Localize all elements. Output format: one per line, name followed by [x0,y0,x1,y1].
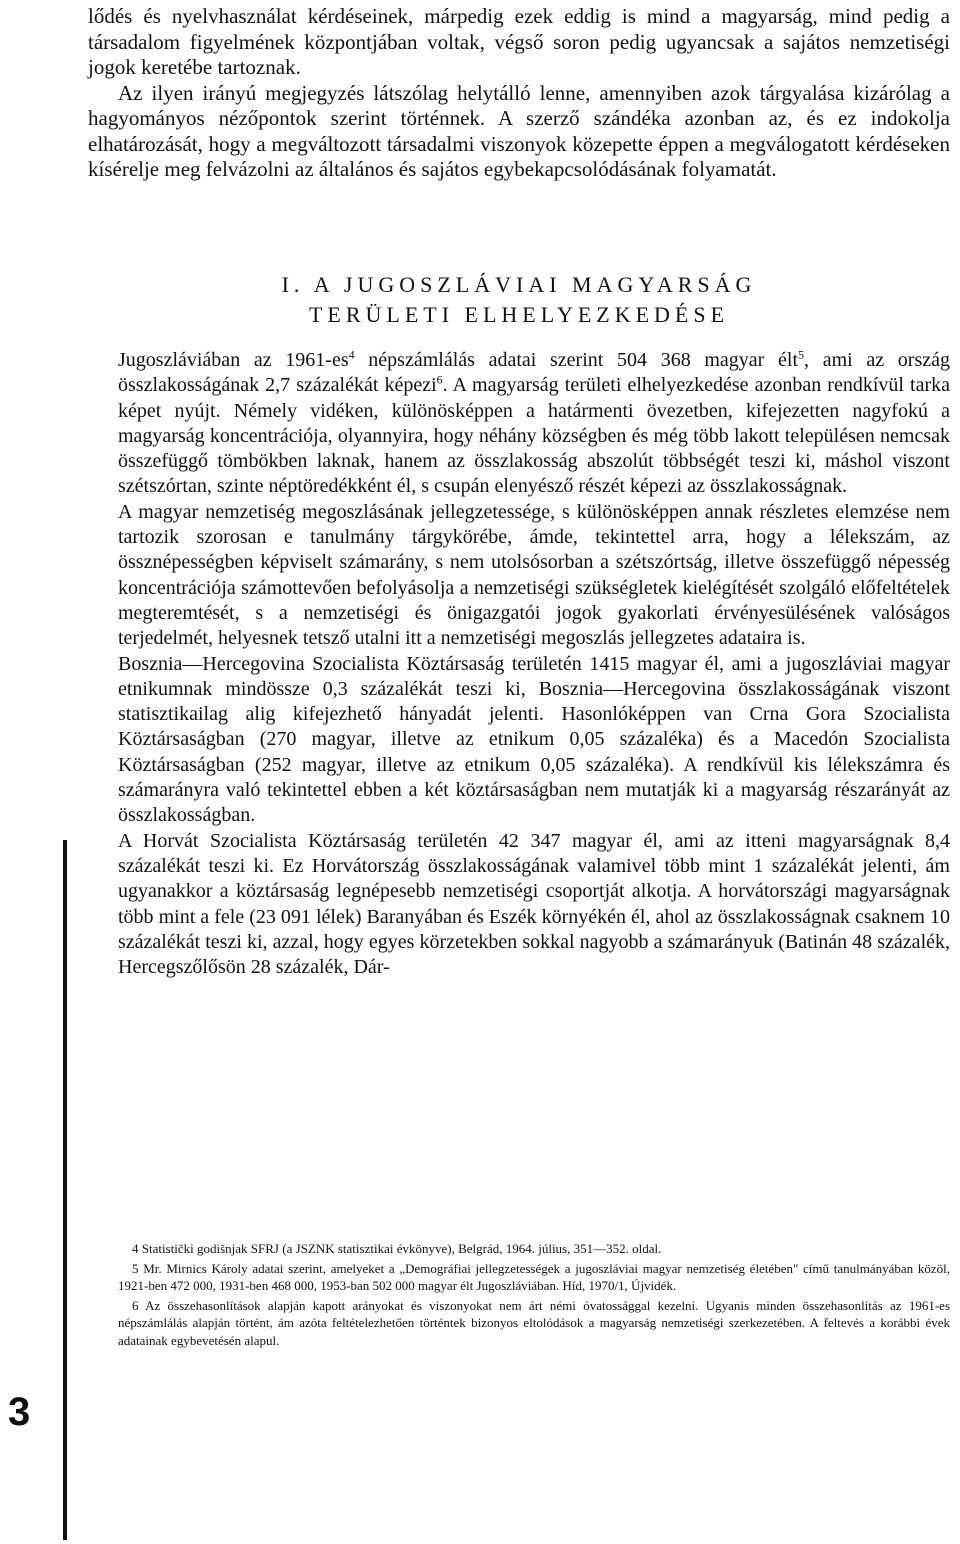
body-paragraph-1-part-b: népszámlálás adatai szerint 504 368 magyar élt [354,349,799,371]
body-paragraph-2: A magyar nemzetiség megoszlásának jellegzetessége, s különösképpen annak részletes elemzése nem tartozik szorosan e tanulmány tárgykörébe, ámde, tekintettel arra, hogy a lélekszám, az össznépességben képviselt számarány, s nem utolsósorban a szétszórtság, illetve összefüggő népesség koncentrációja számottevően befolyásolja a nemzetiségi szükségletek kielégítését szolgáló előfeltételek megteremtését, s a nemzetiségi és önigazgatói jogok gyakorlati érvényesülésének valóságos terjedelmét, helyesnek tetsző utalni itt a nemzetiségi megoszlás jellegzetes adataira is. [118,500,950,650]
chapter-heading-line-2: TERÜLETI ELHELYEZKEDÉSE [308,302,730,327]
footnote-6: 6 Az összehasonlítások alapján kapott arányokat és viszonyokat nem árt némi óvatossággal kezelni. Ugyanis minden összehasonlítás az 1961-es népszámlálás alapján történt, ám azóta feltételezhetően történtek bizonyos eltolódások a magyarság nemzetiségi szerkezetében. A feltevés a korábbi évek adatainak egybevetésén alapul. [118,1297,950,1348]
chapter-heading [88,270,950,330]
body-paragraph-1 [118,348,950,500]
footnote-ref-6: 6 [436,372,443,387]
body-section [118,348,950,980]
body-paragraph-3: Bosznia—Hercegovina Szocialista Köztársaság területén 1415 magyar él, ami a jugoszláviai magyar etnikumnak mindössze 0,3 százalékát teszi ki, Bosznia—Hercegovina összlakosságának viszont statisztikailag alig kifejezhető hányadát jelenti. Hasonlóképpen van Crna Gora Szocialista Köztársaságban (270 magyar, illetve az etnikum 0,05 százaléka) és a Macedón Szocialista Köztársaságban (252 magyar, illetve az etnikum 0,05 százaléka). A rendkívül kis lélekszámra és számarányra való tekintettel ebben a két köztársaságban nem mutatják ki a magyarság részarányát az összlakosságban. [118,652,950,827]
footnote-5: 5 Mr. Mirnics Károly adatai szerint, amelyeket a „Demográfiai jellegzetességek a jugoszláviai magyar nemzetiség életében" című tanulmányában közöl, 1921-ben 472 000, 1931-ben 468 000, 1953-ban 502 000 magyar élt Jugoszláviában. Híd, 1970/1, Újvidék. [118,1260,950,1293]
footnotes [118,1240,950,1351]
footnote-ref-5: 5 [798,347,805,362]
body-paragraph-1-part-c: , ami az ország összlakosságának 2,7 százalékát képezi [118,349,950,397]
footnote-ref-4: 4 [348,347,355,362]
footnote-4: 4 Statistički godišnjak SFRJ (a JSZNK statisztikai évkönyve), Belgrád, 1964. július, 351—352. oldal. [132,1241,662,1256]
chapter-heading-line-1: I. A JUGOSZLÁVIAI MAGYARSÁG [281,272,757,297]
margin-rule [63,840,67,1540]
intro-paragraph-1: lődés és nyelvhasználat kérdéseinek, márpedig ezek eddig is mind a magyarság, mind pedig a társadalom figyelmének központjában voltak, végső soron pedig ugyancsak a sajátos nemzetiségi jogok keretébe tartoznak. [88,4,950,79]
intro-section [88,4,950,183]
body-paragraph-1-part-d: . A magyarság területi elhelyezkedése azonban rendkívül tarka képet nyújt. Némely vidéken, különösképpen a határmenti övezetben, kifejezetten nagyfokú a magyarság koncentrációja, olyannyira, hogy néhány községben és még több lakott településen nemcsak összefüggő tömbökben laknak, hanem az összlakosság abszolút többségét teszi ki, máshol viszont szétszórtan, szinte néptöredékként él, s csupán elenyésző részét képezi az összlakosságnak. [118,374,950,498]
intro-paragraph-2: Az ilyen irányú megjegyzés látszólag helytálló lenne, amennyiben azok tárgyalása kizárólag a hagyományos nézőpontok szerint történnek. A szerző szándéka azonban az, és ez indokolja elhatározását, hogy a megváltozott társadalmi viszonyok közepette éppen a megválogatott kérdéseken kísérelje meg felvázolni az általános és sajátos egybekapcsolódásának folyamatát. [88,80,950,181]
page-number: 3 [8,1390,31,1434]
body-paragraph-4: A Horvát Szocialista Köztársaság területén 42 347 magyar él, ami az itteni magyarságnak 8,4 százalékát teszi ki. Ez Horvátország összlakosságának valamivel több mint 1 százalékát jelenti, ám ugyanakkor a köztársaság legnépesebb nemzetiségi csoportját alkotja. A horvátországi magyarságnak több mint a fele (23 091 lélek) Baranyában és Eszék környékén él, ahol az összlakosságnak csaknem 10 százalékát teszi ki, azzal, hogy egyes körzetekben sokkal nagyobb a számarányuk (Batinán 48 százalék, Hercegszőlősön 28 százalék, Dár- [118,829,950,979]
body-paragraph-1-part-a: Jugoszláviában az 1961-es [118,349,349,371]
